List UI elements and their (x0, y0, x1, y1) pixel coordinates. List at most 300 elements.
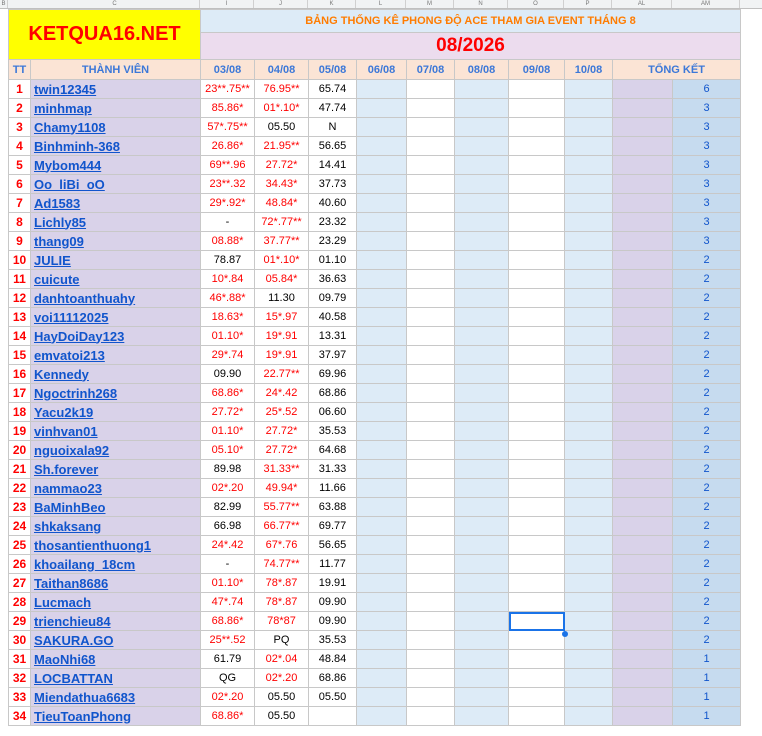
score-cell[interactable]: 05.50 (255, 688, 309, 707)
score-cell[interactable]: 65.74 (309, 80, 357, 99)
score-cell[interactable]: 49.94* (255, 479, 309, 498)
table-row[interactable] (9, 156, 741, 175)
empty-cell[interactable] (509, 403, 565, 422)
column-header-bar[interactable] (0, 0, 762, 9)
total-cell[interactable]: 3 (673, 175, 741, 194)
score-cell[interactable]: 06.60 (309, 403, 357, 422)
score-cell[interactable]: 63.88 (309, 498, 357, 517)
empty-cell[interactable] (407, 517, 455, 536)
total-spacer[interactable] (613, 194, 673, 213)
table-row[interactable] (9, 213, 741, 232)
score-cell[interactable]: 66.77** (255, 517, 309, 536)
total-spacer[interactable] (613, 669, 673, 688)
row-number[interactable]: 15 (9, 346, 31, 365)
empty-cell[interactable] (565, 555, 613, 574)
member-name[interactable]: cuicute (31, 270, 201, 289)
empty-cell[interactable] (455, 707, 509, 726)
empty-cell[interactable] (407, 707, 455, 726)
total-cell[interactable]: 2 (673, 251, 741, 270)
member-name[interactable]: Lucmach (31, 593, 201, 612)
empty-cell[interactable] (565, 707, 613, 726)
table-row[interactable] (9, 232, 741, 251)
score-cell[interactable]: 82.99 (201, 498, 255, 517)
empty-cell[interactable] (565, 498, 613, 517)
score-cell[interactable]: 47*.74 (201, 593, 255, 612)
empty-cell[interactable] (455, 213, 509, 232)
table-row[interactable] (9, 346, 741, 365)
score-cell[interactable]: 69**.96 (201, 156, 255, 175)
empty-cell[interactable] (455, 460, 509, 479)
row-number[interactable]: 3 (9, 118, 31, 137)
empty-cell[interactable] (565, 137, 613, 156)
row-number[interactable]: 24 (9, 517, 31, 536)
table-row[interactable] (9, 631, 741, 650)
score-cell[interactable]: 08.88* (201, 232, 255, 251)
total-spacer[interactable] (613, 175, 673, 194)
empty-cell[interactable] (357, 308, 407, 327)
score-cell[interactable]: 78.87 (201, 251, 255, 270)
total-spacer[interactable] (613, 270, 673, 289)
score-cell[interactable]: 27.72* (255, 422, 309, 441)
empty-cell[interactable] (357, 498, 407, 517)
empty-cell[interactable] (565, 650, 613, 669)
score-cell[interactable]: 23.32 (309, 213, 357, 232)
empty-cell[interactable] (407, 251, 455, 270)
empty-cell[interactable] (407, 555, 455, 574)
empty-cell[interactable] (455, 688, 509, 707)
score-cell[interactable]: 24*.42 (255, 384, 309, 403)
empty-cell[interactable] (565, 517, 613, 536)
total-spacer[interactable] (613, 536, 673, 555)
score-cell[interactable]: 09.79 (309, 289, 357, 308)
empty-cell[interactable] (455, 574, 509, 593)
member-name[interactable]: minhmap (31, 99, 201, 118)
score-cell[interactable]: PQ (255, 631, 309, 650)
table-row[interactable] (9, 251, 741, 270)
score-cell[interactable]: 13.31 (309, 327, 357, 346)
table-row[interactable] (9, 80, 741, 99)
score-cell[interactable]: 69.77 (309, 517, 357, 536)
empty-cell[interactable] (509, 517, 565, 536)
row-number[interactable]: 6 (9, 175, 31, 194)
empty-cell[interactable] (565, 327, 613, 346)
member-name[interactable]: Yacu2k19 (31, 403, 201, 422)
score-cell[interactable]: 37.73 (309, 175, 357, 194)
total-spacer[interactable] (613, 422, 673, 441)
empty-cell[interactable] (455, 137, 509, 156)
empty-cell[interactable] (357, 403, 407, 422)
member-name[interactable]: MaoNhi68 (31, 650, 201, 669)
empty-cell[interactable] (455, 650, 509, 669)
score-cell[interactable]: - (201, 555, 255, 574)
table-row[interactable] (9, 650, 741, 669)
empty-cell[interactable] (407, 593, 455, 612)
empty-cell[interactable] (565, 270, 613, 289)
empty-cell[interactable] (455, 517, 509, 536)
row-number[interactable]: 23 (9, 498, 31, 517)
empty-cell[interactable] (509, 137, 565, 156)
total-cell[interactable]: 2 (673, 384, 741, 403)
score-cell[interactable]: 11.66 (309, 479, 357, 498)
empty-cell[interactable] (455, 422, 509, 441)
empty-cell[interactable] (509, 707, 565, 726)
empty-cell[interactable] (407, 99, 455, 118)
empty-cell[interactable] (407, 213, 455, 232)
empty-cell[interactable] (455, 99, 509, 118)
empty-cell[interactable] (357, 384, 407, 403)
total-spacer[interactable] (613, 498, 673, 517)
table-row[interactable] (9, 574, 741, 593)
total-cell[interactable]: 1 (673, 707, 741, 726)
empty-cell[interactable] (407, 479, 455, 498)
total-spacer[interactable] (613, 156, 673, 175)
row-number[interactable]: 31 (9, 650, 31, 669)
empty-cell[interactable] (565, 422, 613, 441)
member-name[interactable]: Chamy1108 (31, 118, 201, 137)
total-cell[interactable]: 3 (673, 137, 741, 156)
score-cell[interactable]: 05.50 (255, 118, 309, 137)
selection-handle[interactable] (562, 631, 568, 637)
empty-cell[interactable] (357, 213, 407, 232)
empty-cell[interactable] (455, 156, 509, 175)
empty-cell[interactable] (455, 612, 509, 631)
score-cell[interactable]: 72*.77** (255, 213, 309, 232)
score-cell[interactable]: 02*.20 (255, 669, 309, 688)
score-cell[interactable]: 01*.10* (255, 99, 309, 118)
empty-cell[interactable] (565, 346, 613, 365)
empty-cell[interactable] (407, 536, 455, 555)
score-cell[interactable]: 68.86* (201, 384, 255, 403)
empty-cell[interactable] (357, 80, 407, 99)
total-spacer[interactable] (613, 99, 673, 118)
empty-cell[interactable] (455, 270, 509, 289)
empty-cell[interactable] (509, 650, 565, 669)
table-row[interactable] (9, 707, 741, 726)
score-cell[interactable]: 26.86* (201, 137, 255, 156)
empty-cell[interactable] (565, 479, 613, 498)
empty-cell[interactable] (357, 574, 407, 593)
member-name[interactable]: Binhminh-368 (31, 137, 201, 156)
empty-cell[interactable] (565, 289, 613, 308)
empty-cell[interactable] (357, 346, 407, 365)
empty-cell[interactable] (357, 175, 407, 194)
column-letter[interactable]: AL (612, 0, 672, 8)
column-letter[interactable]: J (254, 0, 308, 8)
empty-cell[interactable] (509, 213, 565, 232)
empty-cell[interactable] (565, 308, 613, 327)
empty-cell[interactable] (455, 365, 509, 384)
score-cell[interactable]: 27.72* (255, 441, 309, 460)
score-cell[interactable]: 68.86 (309, 669, 357, 688)
empty-cell[interactable] (509, 669, 565, 688)
row-number[interactable]: 4 (9, 137, 31, 156)
empty-cell[interactable] (455, 308, 509, 327)
empty-cell[interactable] (509, 251, 565, 270)
member-name[interactable]: Ad1583 (31, 194, 201, 213)
empty-cell[interactable] (407, 308, 455, 327)
score-cell[interactable]: 02*.04 (255, 650, 309, 669)
empty-cell[interactable] (407, 403, 455, 422)
empty-cell[interactable] (455, 194, 509, 213)
total-spacer[interactable] (613, 137, 673, 156)
score-cell[interactable]: 47.74 (309, 99, 357, 118)
empty-cell[interactable] (509, 593, 565, 612)
total-cell[interactable]: 2 (673, 289, 741, 308)
empty-cell[interactable] (407, 612, 455, 631)
empty-cell[interactable] (357, 365, 407, 384)
empty-cell[interactable] (407, 194, 455, 213)
row-number[interactable]: 2 (9, 99, 31, 118)
table-row[interactable] (9, 688, 741, 707)
empty-cell[interactable] (357, 479, 407, 498)
empty-cell[interactable] (407, 365, 455, 384)
empty-cell[interactable] (565, 156, 613, 175)
total-spacer[interactable] (613, 403, 673, 422)
column-letter[interactable]: M (406, 0, 454, 8)
score-cell[interactable]: 40.58 (309, 308, 357, 327)
table-row[interactable] (9, 669, 741, 688)
empty-cell[interactable] (455, 669, 509, 688)
table-row[interactable] (9, 479, 741, 498)
empty-cell[interactable] (565, 194, 613, 213)
empty-cell[interactable] (357, 593, 407, 612)
score-cell[interactable]: 09.90 (309, 612, 357, 631)
score-cell[interactable]: 29*.74 (201, 346, 255, 365)
member-name[interactable]: Mybom444 (31, 156, 201, 175)
empty-cell[interactable] (357, 460, 407, 479)
total-cell[interactable]: 2 (673, 517, 741, 536)
row-number[interactable]: 34 (9, 707, 31, 726)
score-cell[interactable]: 27.72* (255, 156, 309, 175)
table-row[interactable] (9, 175, 741, 194)
score-cell[interactable]: 05.10* (201, 441, 255, 460)
row-number[interactable]: 29 (9, 612, 31, 631)
score-cell[interactable]: 25**.52 (201, 631, 255, 650)
row-number[interactable]: 8 (9, 213, 31, 232)
table-row[interactable] (9, 460, 741, 479)
total-cell[interactable]: 3 (673, 156, 741, 175)
score-cell[interactable]: 02*.20 (201, 479, 255, 498)
total-cell[interactable]: 2 (673, 460, 741, 479)
total-cell[interactable]: 1 (673, 688, 741, 707)
row-number[interactable]: 12 (9, 289, 31, 308)
total-cell[interactable]: 3 (673, 213, 741, 232)
empty-cell[interactable] (357, 156, 407, 175)
empty-cell[interactable] (509, 631, 565, 650)
total-spacer[interactable] (613, 479, 673, 498)
empty-cell[interactable] (407, 118, 455, 137)
score-cell[interactable]: 57*.75** (201, 118, 255, 137)
total-cell[interactable]: 2 (673, 593, 741, 612)
empty-cell[interactable] (455, 498, 509, 517)
empty-cell[interactable] (565, 403, 613, 422)
empty-cell[interactable] (407, 460, 455, 479)
total-cell[interactable]: 1 (673, 669, 741, 688)
row-number[interactable]: 25 (9, 536, 31, 555)
total-cell[interactable]: 1 (673, 650, 741, 669)
empty-cell[interactable] (407, 80, 455, 99)
empty-cell[interactable] (565, 175, 613, 194)
member-name[interactable]: voi11112025 (31, 308, 201, 327)
score-cell[interactable]: 23**.75** (201, 80, 255, 99)
empty-cell[interactable] (407, 175, 455, 194)
score-cell[interactable]: 66.98 (201, 517, 255, 536)
empty-cell[interactable] (509, 80, 565, 99)
score-cell[interactable]: 34.43* (255, 175, 309, 194)
member-name[interactable]: twin12345 (31, 80, 201, 99)
row-number[interactable]: 7 (9, 194, 31, 213)
member-name[interactable]: Oo_liBi_oO (31, 175, 201, 194)
empty-cell[interactable] (509, 536, 565, 555)
table-row[interactable] (9, 593, 741, 612)
total-cell[interactable]: 2 (673, 612, 741, 631)
empty-cell[interactable] (455, 80, 509, 99)
score-cell[interactable]: 01*.10* (255, 251, 309, 270)
score-cell[interactable]: QG (201, 669, 255, 688)
score-cell[interactable]: 48.84* (255, 194, 309, 213)
score-cell[interactable]: 24*.42 (201, 536, 255, 555)
total-spacer[interactable] (613, 346, 673, 365)
total-cell[interactable]: 2 (673, 631, 741, 650)
row-number[interactable]: 16 (9, 365, 31, 384)
score-cell[interactable]: 05.50 (309, 688, 357, 707)
score-cell[interactable]: 35.53 (309, 631, 357, 650)
score-cell[interactable]: 22.77** (255, 365, 309, 384)
empty-cell[interactable] (509, 498, 565, 517)
empty-cell[interactable] (407, 384, 455, 403)
empty-cell[interactable] (509, 346, 565, 365)
selected-cell[interactable] (509, 612, 565, 631)
member-name[interactable]: thosantienthuong1 (31, 536, 201, 555)
empty-cell[interactable] (357, 441, 407, 460)
empty-cell[interactable] (357, 631, 407, 650)
table-row[interactable] (9, 289, 741, 308)
empty-cell[interactable] (455, 479, 509, 498)
score-cell[interactable]: 19*.91 (255, 327, 309, 346)
empty-cell[interactable] (455, 289, 509, 308)
row-number[interactable]: 28 (9, 593, 31, 612)
empty-cell[interactable] (565, 593, 613, 612)
total-spacer[interactable] (613, 574, 673, 593)
score-cell[interactable]: 56.65 (309, 536, 357, 555)
member-name[interactable]: Sh.forever (31, 460, 201, 479)
empty-cell[interactable] (565, 118, 613, 137)
score-cell[interactable]: 74.77** (255, 555, 309, 574)
score-cell[interactable]: 31.33 (309, 460, 357, 479)
row-number[interactable]: 26 (9, 555, 31, 574)
score-cell[interactable]: 37.97 (309, 346, 357, 365)
total-spacer[interactable] (613, 232, 673, 251)
empty-cell[interactable] (357, 137, 407, 156)
total-cell[interactable]: 2 (673, 346, 741, 365)
empty-cell[interactable] (407, 270, 455, 289)
empty-cell[interactable] (357, 118, 407, 137)
total-cell[interactable]: 2 (673, 422, 741, 441)
member-name[interactable]: JULIE (31, 251, 201, 270)
empty-cell[interactable] (509, 175, 565, 194)
score-cell[interactable]: 78*.87 (255, 574, 309, 593)
empty-cell[interactable] (407, 346, 455, 365)
score-cell[interactable] (309, 707, 357, 726)
empty-cell[interactable] (455, 327, 509, 346)
score-cell[interactable]: 68.86 (309, 384, 357, 403)
table-row[interactable] (9, 403, 741, 422)
table-row[interactable] (9, 308, 741, 327)
row-number[interactable]: 33 (9, 688, 31, 707)
empty-cell[interactable] (509, 460, 565, 479)
column-letter[interactable]: K (308, 0, 356, 8)
total-cell[interactable]: 2 (673, 555, 741, 574)
member-name[interactable]: Miendathua6683 (31, 688, 201, 707)
total-spacer[interactable] (613, 365, 673, 384)
score-cell[interactable]: 19.91 (309, 574, 357, 593)
empty-cell[interactable] (565, 251, 613, 270)
member-name[interactable]: khoailang_18cm (31, 555, 201, 574)
empty-cell[interactable] (357, 232, 407, 251)
empty-cell[interactable] (357, 99, 407, 118)
score-cell[interactable]: 02*.20 (201, 688, 255, 707)
empty-cell[interactable] (357, 555, 407, 574)
empty-cell[interactable] (357, 688, 407, 707)
total-spacer[interactable] (613, 517, 673, 536)
member-name[interactable]: shkaksang (31, 517, 201, 536)
empty-cell[interactable] (509, 194, 565, 213)
empty-cell[interactable] (565, 365, 613, 384)
empty-cell[interactable] (407, 688, 455, 707)
score-cell[interactable]: 10*.84 (201, 270, 255, 289)
row-number[interactable]: 27 (9, 574, 31, 593)
total-cell[interactable]: 2 (673, 403, 741, 422)
empty-cell[interactable] (565, 574, 613, 593)
table-row[interactable] (9, 517, 741, 536)
member-name[interactable]: HayDoiDay123 (31, 327, 201, 346)
row-number[interactable]: 19 (9, 422, 31, 441)
empty-cell[interactable] (455, 384, 509, 403)
score-cell[interactable]: 55.77** (255, 498, 309, 517)
empty-cell[interactable] (565, 669, 613, 688)
empty-cell[interactable] (407, 232, 455, 251)
empty-cell[interactable] (455, 555, 509, 574)
score-cell[interactable]: 35.53 (309, 422, 357, 441)
score-cell[interactable]: 64.68 (309, 441, 357, 460)
score-cell[interactable]: 31.33** (255, 460, 309, 479)
empty-cell[interactable] (407, 137, 455, 156)
row-number[interactable]: 14 (9, 327, 31, 346)
empty-cell[interactable] (407, 498, 455, 517)
empty-cell[interactable] (407, 327, 455, 346)
score-cell[interactable]: 85.86* (201, 99, 255, 118)
empty-cell[interactable] (565, 384, 613, 403)
row-number[interactable]: 18 (9, 403, 31, 422)
empty-cell[interactable] (509, 118, 565, 137)
score-cell[interactable]: 18.63* (201, 308, 255, 327)
score-cell[interactable]: 29*.92* (201, 194, 255, 213)
score-cell[interactable]: 27.72* (201, 403, 255, 422)
row-number[interactable]: 10 (9, 251, 31, 270)
score-cell[interactable]: 05.84* (255, 270, 309, 289)
row-number[interactable]: 13 (9, 308, 31, 327)
empty-cell[interactable] (455, 118, 509, 137)
score-cell[interactable]: 01.10* (201, 422, 255, 441)
column-letter[interactable]: O (508, 0, 564, 8)
score-cell[interactable]: 89.98 (201, 460, 255, 479)
table-row[interactable] (9, 194, 741, 213)
total-spacer[interactable] (613, 631, 673, 650)
empty-cell[interactable] (455, 175, 509, 194)
score-cell[interactable]: 11.77 (309, 555, 357, 574)
table-row[interactable] (9, 536, 741, 555)
total-cell[interactable]: 6 (673, 80, 741, 99)
